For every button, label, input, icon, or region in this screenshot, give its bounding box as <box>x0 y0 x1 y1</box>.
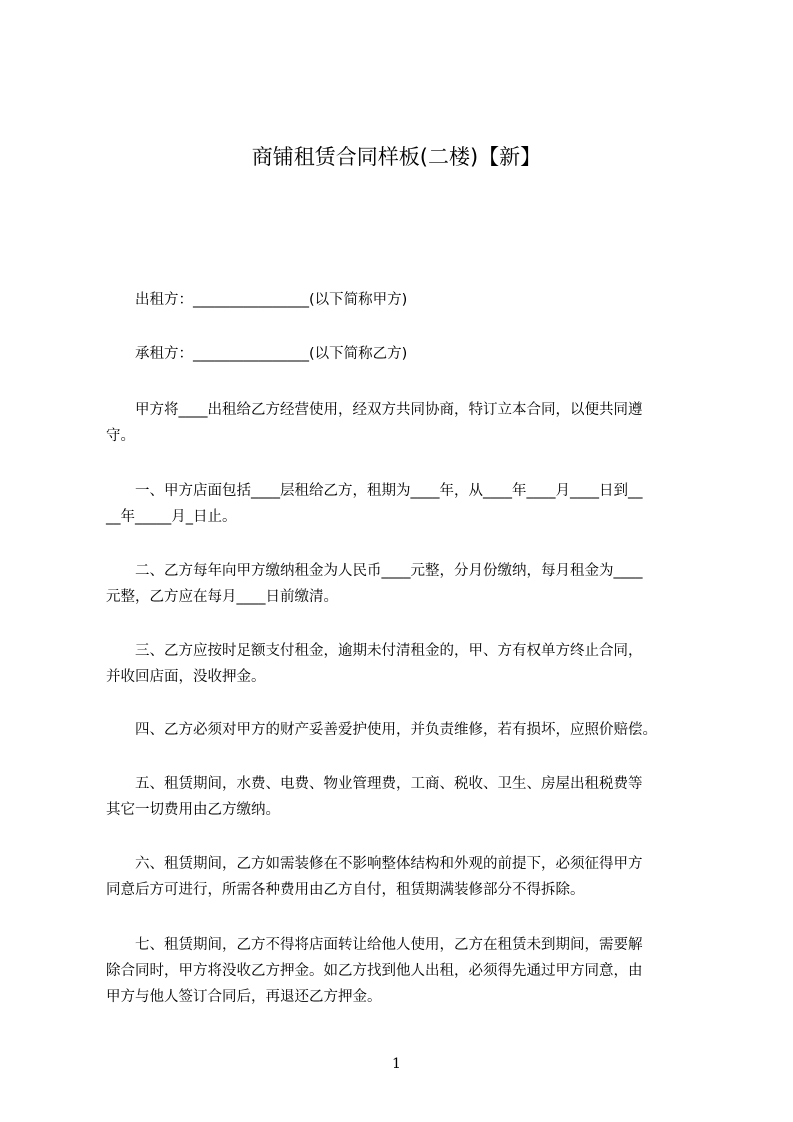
clause-4-line-1: 四、乙方必须对甲方的财产妥善爱护使用，并负责维修，若有损坏，应照价赔偿。 <box>106 722 657 738</box>
clause-3-line-1: 三、乙方应按时足额支付租金，逾期未付清租金的，甲、方有权单方终止合同， <box>106 643 643 659</box>
intro-paragraph-line-2: 守。 <box>106 428 135 444</box>
clause-5-line-1: 五、租赁期间，水费、电费、物业管理费，工商、税收、卫生、房屋出租税费等 <box>106 776 643 792</box>
clause-1-line-1: 一、甲方店面包括____层租给乙方，租期为____年，从____年____月____日到__ <box>106 483 643 499</box>
clause-2-line-1: 二、乙方每年向甲方缴纳租金为人民币____元整，分月份缴纳，每月租金为____ <box>106 563 643 579</box>
page-number: 1 <box>392 1056 401 1072</box>
clause-1-line-2: __年_____月_日止。 <box>106 509 237 525</box>
clause-5-line-2: 其它一切费用由乙方缴纳。 <box>106 802 280 818</box>
clause-2-line-2: 元整，乙方应在每月____日前缴清。 <box>106 589 338 605</box>
lessor-line: 出租方：________________(以下简称甲方) <box>106 292 408 308</box>
clause-6-line-1: 六、租赁期间，乙方如需装修在不影响整体结构和外观的前提下，必须征得甲方 <box>106 856 643 872</box>
clause-3-line-2: 并收回店面，没收押金。 <box>106 669 266 685</box>
clause-6-line-2: 同意后方可进行，所需各种费用由乙方自付，租赁期满装修部分不得拆除。 <box>106 882 585 898</box>
document-title: 商铺租赁合同样板(二楼)【新】 <box>251 145 542 169</box>
clause-7-line-3: 甲方与他人签订合同后，再退还乙方押金。 <box>106 989 382 1005</box>
intro-paragraph-line-1: 甲方将____出租给乙方经营使用，经双方共同协商，特订立本合同，以便共同遵 <box>106 402 643 418</box>
clause-7-line-2: 除合同时，甲方将没收乙方押金。如乙方找到他人出租，必须得先通过甲方同意，由 <box>106 963 643 979</box>
lessee-line: 承租方：________________(以下简称乙方) <box>106 346 408 362</box>
clause-7-line-1: 七、租赁期间，乙方不得将店面转让给他人使用，乙方在租赁未到期间，需要解 <box>106 937 643 953</box>
